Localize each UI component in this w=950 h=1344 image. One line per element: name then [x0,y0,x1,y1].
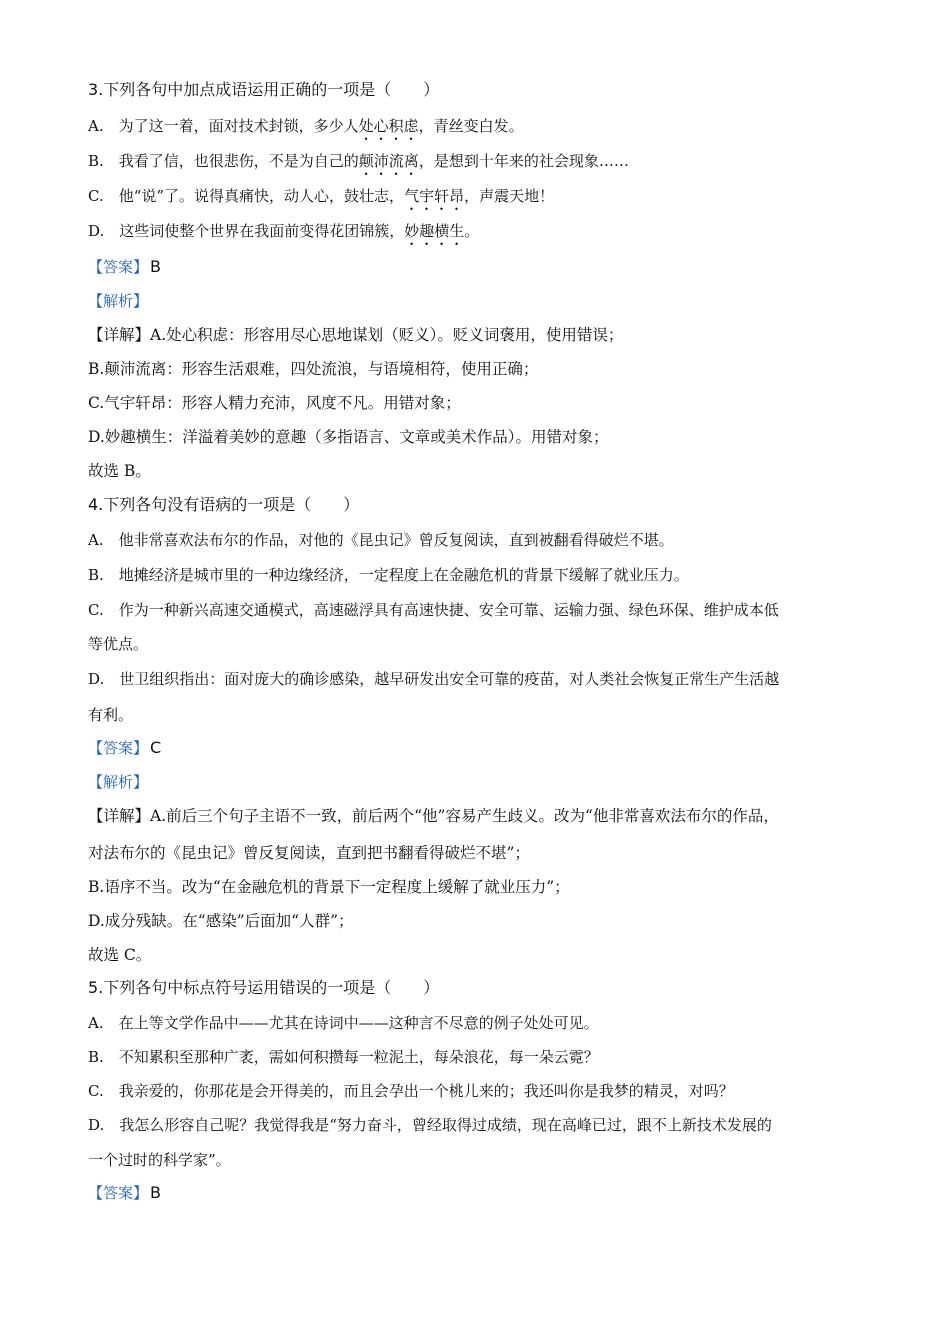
q4-option-b: B. 地摊经济是城市里的一种边缘经济，一定程度上在金融危机的背景下缓解了就业压力。 [88,566,689,584]
q3-option-b [88,151,629,179]
answer-tag: 【答案】 [88,1184,149,1202]
q3-option-c [88,186,554,214]
detail-text: A.前后三个句子主语不一致，前后两个“他”容易产生歧义。改为“他非常喜欢法布尔的作品， [150,807,779,825]
q5-option-b: B. 不知累积至那种广袤，需如何积攒每一粒泥土，每朵浪花，每一朵云霓？ [88,1048,599,1066]
answer-value: B [150,1183,161,1202]
answer-value: B [150,257,161,276]
q4-detail-3: D.成分残缺。在“感染”后面加“人群”； [88,912,354,930]
q3-option-c-idiom: 气宇轩昂 [404,187,465,205]
q3-option-b-post: ，是想到十年来的社会现象…… [418,152,629,170]
q5-option-d-line1: D. 我怎么形容自己呢？我觉得我是“努力奋斗，曾经取得过成绩，现在高峰已过，跟不上新技术发展的 [88,1116,772,1134]
q3-stem: 3.下列各句中加点成语运用正确的一项是（ ） [88,80,440,99]
answer-tag: 【答案】 [88,739,149,757]
q4-answer [88,738,161,758]
q4-stem: 4.下列各句没有语病的一项是（ ） [88,495,360,514]
q4-detail-1 [88,806,779,826]
q4-option-a: A. 他非常喜欢法布尔的作品，对他的《昆虫记》曾反复阅读，直到被翻看得破烂不堪。 [88,531,674,549]
q4-option-d-line2: 有利。 [88,706,134,724]
detail-tag: 【详解】 [88,326,151,344]
q4-conclusion: 故选 C。 [88,946,152,964]
q3-detail-2: B.颠沛流离：形容生活艰难，四处流浪，与语境相符，使用正确； [88,360,539,378]
q5-stem: 5.下列各句中标点符号运用错误的一项是（ ） [88,978,440,997]
q4-detail-1b: 对法布尔的《昆虫记》曾反复阅读，直到把书翻看得破烂不堪”； [88,844,530,862]
q5-option-d-line2: 一个过时的科学家”。 [88,1151,231,1169]
q3-option-a-idiom: 处心积虑 [358,117,419,135]
q3-detail-4: D.妙趣横生：洋溢着美妙的意趣（多指语言、文章或美术作品）。用错对象； [88,428,609,446]
q5-option-a: A. 在上等文学作品中——尤其在诗词中——这种言不尽意的例子处处可见。 [88,1014,599,1032]
q3-option-c-post: ，声震天地！ [464,187,555,205]
q3-option-a [88,116,524,144]
q4-option-c-line2: 等优点。 [88,635,149,653]
q3-option-c-pre: C. 他“说”了。说得真痛快，动人心，鼓壮志， [88,187,405,205]
q3-option-d-pre: D. 这些词使整个世界在我面前变得花团锦簇， [88,222,405,240]
detail-text: A.处心积虑：形容用尽心思地谋划（贬义）。贬义词褒用，使用错误； [150,326,624,344]
q3-option-b-idiom: 颠沛流离 [358,152,419,170]
q3-option-b-pre: B. 我看了信，也很悲伤，不是为自己的 [88,152,359,170]
q3-option-a-post: ，青丝变白发。 [418,117,524,135]
q3-option-d-idiom: 妙趣横生 [404,222,465,240]
q4-detail-2: B.语序不当。改为“在金融危机的背景下一定程度上缓解了就业压力”； [88,878,570,896]
q3-answer [88,257,161,277]
q3-analysis-tag: 【解析】 [88,292,149,310]
q3-conclusion: 故选 B。 [88,462,151,480]
q3-option-d [88,221,479,249]
q4-analysis-tag: 【解析】 [88,773,149,791]
answer-value: C [150,738,162,757]
answer-tag: 【答案】 [88,258,149,276]
q4-option-d-line1: D. 世卫组织指出：面对庞大的确诊感染，越早研发出安全可靠的疫苗，对人类社会恢复正常生产生活越 [88,670,780,688]
q3-option-a-pre: A. 为了这一着，面对技术封锁，多少人 [88,117,359,135]
q3-detail-1 [88,325,623,345]
detail-tag: 【详解】 [88,807,151,825]
q3-detail-3: C.气宇轩昂：形容人精力充沛，风度不凡。用错对象； [88,394,461,412]
q5-option-c: C. 我亲爱的，你那花是会开得美的，而且会孕出一个桃儿来的；我还叫你是我梦的精灵，对吗？ [88,1082,734,1100]
q5-answer [88,1183,161,1203]
q3-option-d-post: 。 [464,222,480,240]
q4-option-c-line1: C. 作为一种新兴高速交通模式，高速磁浮具有高速快捷、安全可靠、运输力强、绿色环保、维护成本低 [88,601,779,619]
